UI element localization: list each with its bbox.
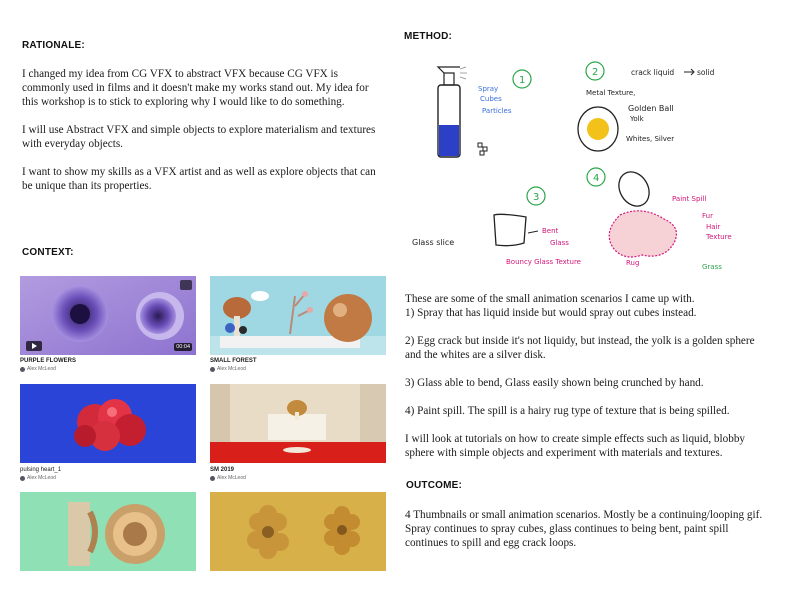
svg-text:Bouncy Glass Texture: Bouncy Glass Texture xyxy=(506,258,581,266)
thumbnail-small-forest[interactable] xyxy=(210,276,386,355)
thumbnail-golden-flowers[interactable] xyxy=(210,492,386,571)
svg-text:Metal Texture,: Metal Texture, xyxy=(586,89,636,97)
rationale-paragraph-1: I changed my idea from CG VFX to abstract VFX because CG VFX is commonly used in films and it doesn't make my works stand out. My idea for this workshop is to stick to exploring why I would like to do something. xyxy=(22,68,369,108)
context-heading: CONTEXT: xyxy=(22,247,74,258)
svg-text:Paint Spill: Paint Spill xyxy=(672,195,707,203)
purple-flowers-image xyxy=(20,276,196,355)
svg-text:1: 1 xyxy=(519,75,526,86)
small-forest-image xyxy=(210,276,386,355)
svg-text:Fur: Fur xyxy=(702,212,713,220)
svg-text:solid: solid xyxy=(697,68,715,77)
method-paragraph-3: 3) Glass able to bend, Glass easily shown being crunched by hand. xyxy=(405,377,704,389)
golden-flowers-image xyxy=(210,492,386,571)
rationale-heading: RATIONALE: xyxy=(22,40,85,51)
rationale-text xyxy=(22,67,380,207)
play-icon[interactable] xyxy=(26,341,42,351)
svg-text:Grass: Grass xyxy=(702,263,722,271)
thumbnail-author: Alex McLeod xyxy=(20,366,56,372)
thumbnail-title: SM 2019 xyxy=(210,467,235,473)
svg-text:Glass slice: Glass slice xyxy=(412,238,455,247)
method-paragraph-5: I will look at tutorials on how to create simple effects such as liquid, blobby sphere with simple objects and experiment with materials and textures. xyxy=(405,433,746,459)
spiky-sculpture-image xyxy=(20,492,196,571)
thumbnail-sm-2019[interactable] xyxy=(210,384,386,463)
thumbnail-pulsing-heart[interactable] xyxy=(20,384,196,463)
svg-text:4: 4 xyxy=(593,173,600,184)
method-text xyxy=(405,292,770,474)
thumbnail-purple-flowers[interactable] xyxy=(20,276,196,355)
svg-text:crack liquid: crack liquid xyxy=(631,68,675,77)
duration-badge: 00:04 xyxy=(176,344,190,350)
method-heading: METHOD: xyxy=(404,31,453,42)
svg-text:Texture: Texture xyxy=(706,233,732,241)
svg-text:Cubes: Cubes xyxy=(480,95,502,103)
thumbnail-title: PURPLE FLOWERS xyxy=(20,358,77,364)
outcome-heading: OUTCOME: xyxy=(406,480,463,491)
svg-text:Rug: Rug xyxy=(626,259,640,267)
avatar xyxy=(20,367,25,372)
outcome-text: 4 Thumbnails or small animation scenarios. Mostly be a continuing/looping gif. Spray continues to spray cubes, glass continues to being bent, paint spill continues to spill and egg crack loops. xyxy=(405,509,763,549)
method-sketch xyxy=(402,55,762,280)
thumbnail-spiky-sculpture[interactable] xyxy=(20,492,196,571)
thumbnail-author: Alex McLeod xyxy=(20,475,56,481)
thumbnail-title: pulsing heart_1 xyxy=(20,467,62,473)
svg-text:Spray: Spray xyxy=(478,85,499,93)
rationale-paragraph-2: I will use Abstract VFX and simple objects to explore materialism and textures with everyday objects. xyxy=(22,124,376,150)
method-paragraph-1: These are some of the small animation scenarios I came up with. 1) Spray that has liquid inside but would spray out cubes instead. xyxy=(405,293,697,319)
thumbnail-author: Alex McLeod xyxy=(210,475,246,481)
watch-later-icon[interactable] xyxy=(180,280,192,290)
rationale-paragraph-3: I want to show my skills as a VFX artist and as well as explore objects that can be unique than its properties. xyxy=(22,166,376,192)
svg-text:Golden Ball: Golden Ball xyxy=(628,104,674,113)
svg-text:Particles: Particles xyxy=(482,107,512,115)
method-paragraph-2: 2) Egg crack but inside it's not liquidy, but instead, the yolk is a golden sphere and the whites are a silver disk. xyxy=(405,335,755,361)
avatar xyxy=(210,367,215,372)
svg-text:2: 2 xyxy=(592,67,599,78)
spray-bottle-sketch xyxy=(438,67,487,157)
svg-text:Glass: Glass xyxy=(550,239,569,247)
avatar xyxy=(20,476,25,481)
svg-text:Yolk: Yolk xyxy=(630,115,644,123)
avatar xyxy=(210,476,215,481)
pulsing-heart-image xyxy=(20,384,196,463)
svg-text:Hair: Hair xyxy=(706,223,721,231)
method-paragraph-4: 4) Paint spill. The spill is a hairy rug type of texture that is being spilled. xyxy=(405,405,730,417)
svg-text:Bent: Bent xyxy=(542,227,559,235)
thumbnail-author: Alex McLeod xyxy=(210,366,246,372)
sm-2019-image xyxy=(210,384,386,463)
svg-text:Whites, Silver: Whites, Silver xyxy=(626,135,675,143)
thumbnail-title: SMALL FOREST xyxy=(210,358,257,364)
svg-text:3: 3 xyxy=(533,192,540,203)
